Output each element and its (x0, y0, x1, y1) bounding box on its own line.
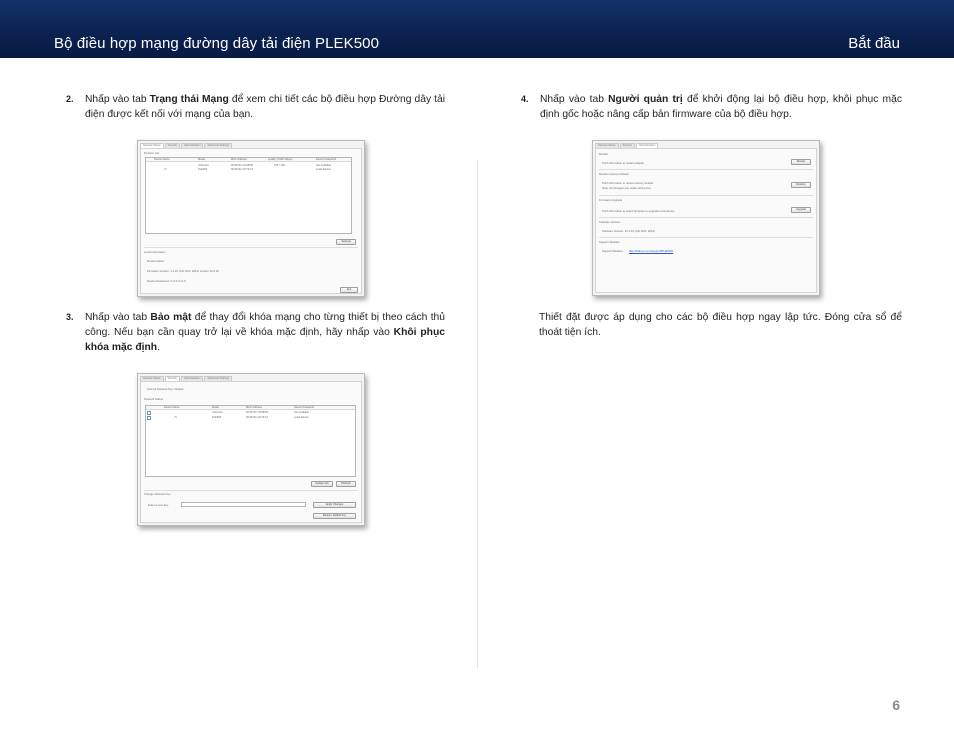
page-number: 6 (892, 697, 900, 713)
section-title: Bắt đầu (848, 35, 900, 52)
step-number: 4. (521, 94, 529, 104)
step-text: Nhấp vào tab Bảo mật để thay đổi khóa mạng cho từng thiết bị theo cách thủ công. Nếu bạn cần quay trở lại về khóa mặc định, hãy nhấp vào Khôi phục khóa mặc định. (85, 312, 446, 353)
security-screenshot: Network Status Security Administration Advanced Settings Current Network Key: Default Network Status Device Name Model MAC Address Device Password Unknown 00:25:9C:1D:9B:96 Not Available (*) PLE500 00:25:9C:1D:79:A7 Local Device Update Info Refresh Change Network Key Enter a new key: Apply Changes Restore Default Key (137, 373, 365, 526)
network-status-screenshot: Network Status Security Administration Advanced Settings Devices List Device Name Model MAC Address Quality (Tx/Rx Mbps) Device Password Unknown 00:25:9C:1D:9B:96 135 / 130 Not Available (*) PLE500 00:25:9C:1D:79:A7 Local Device Settings Local Information Device Name: Firmware Version: 1.1.10 (Oct 20th, 2014) version 10.6.40 Device Password: X-X-X-X-X-X Exit (137, 140, 365, 297)
step-number: 2. (66, 94, 74, 104)
page-header (0, 0, 954, 58)
administration-screenshot: Network Status Security Administration Restart Push this button to restart adapter Restart Restore Factory Default Push this button to restore factory default. Note: All changes you made will be lost. Restore Firmware Upgrade Push this button to select firmware to upgrade local device Upgrade Software Version Software Version: 10.1.10 (Oct 20th, 2014) Support Website Support Website: http://linksys.com/support/PLEK500 (592, 140, 820, 296)
document-title: Bộ điều hợp mạng đường dây tải điện PLEK500 (54, 35, 380, 52)
step-2 (66, 92, 445, 122)
column-divider (477, 160, 478, 668)
step-number: 3. (66, 312, 74, 322)
step-4 (521, 92, 902, 122)
step-text: Nhấp vào tab Người quản trị để khởi động lại bộ điều hợp, khôi phục mặc định gốc hoặc nâng cấp bản firmware của bộ điều hợp. (540, 94, 902, 120)
step-3 (66, 310, 445, 355)
closing-note: Thiết đặt được áp dụng cho các bộ điều hợp ngay lập tức. Đóng cửa sổ để thoát tiện ích. (539, 312, 902, 338)
step-text: Nhấp vào tab Trạng thái Mạng để xem chi tiết các bộ điều hợp Đường dây tải điện được kết nối với mạng của bạn. (85, 94, 446, 120)
